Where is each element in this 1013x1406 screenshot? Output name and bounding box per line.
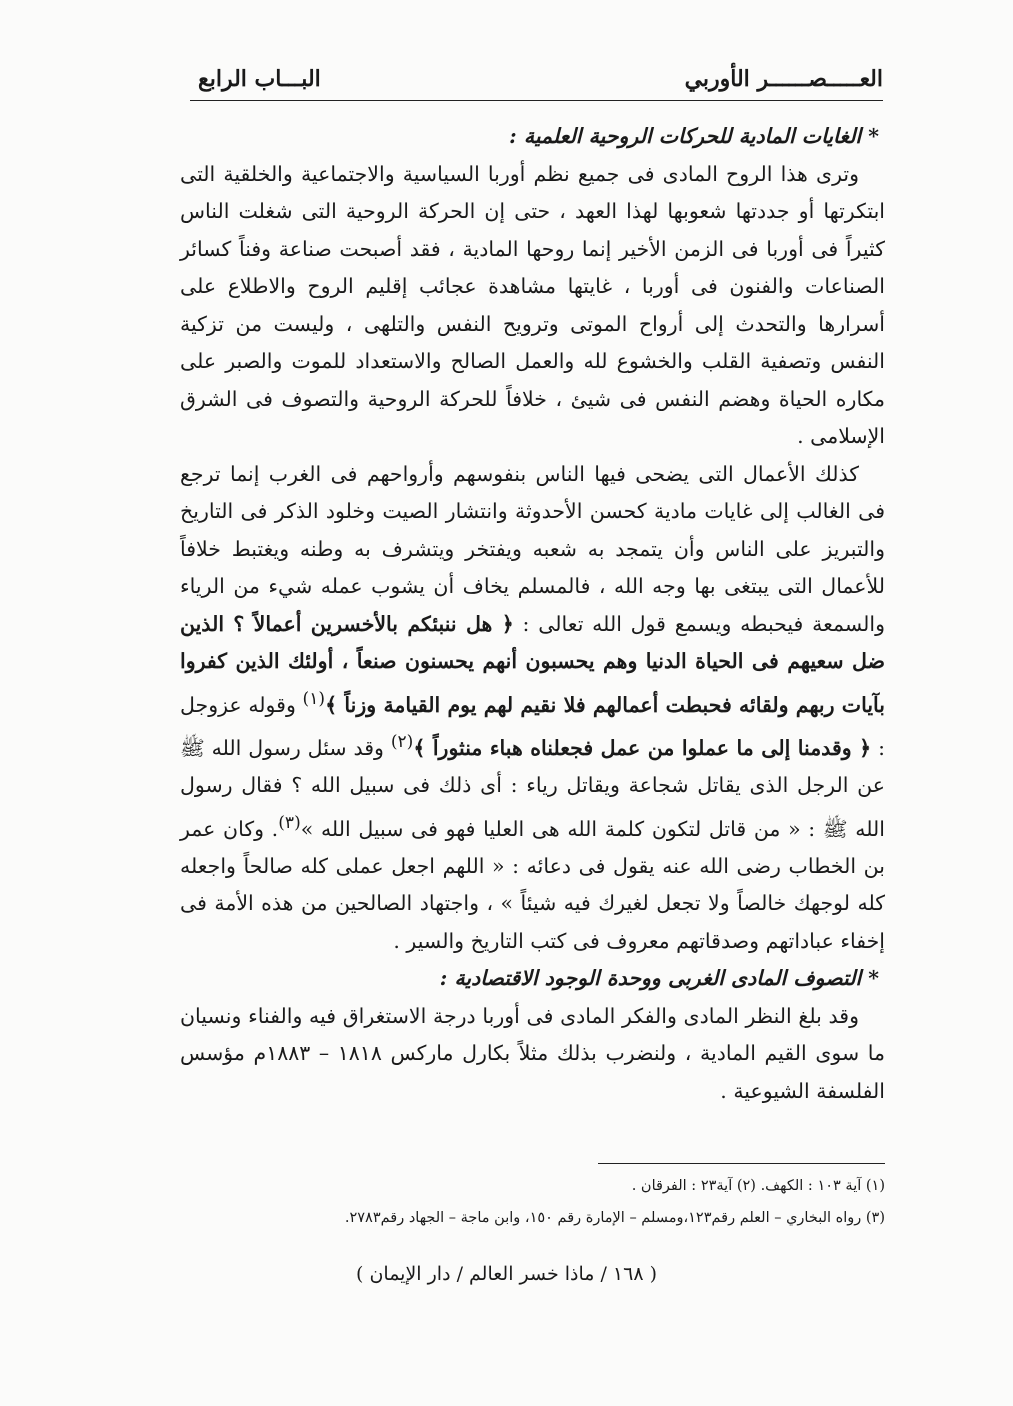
footnote-divider — [598, 1163, 885, 1164]
footnotes — [180, 1170, 885, 1234]
footnote-ref-1: (١) — [302, 688, 326, 709]
page-footer: ( ١٦٨ / ماذا خسر العالم / دار الإيمان ) — [356, 1263, 657, 1285]
paragraph-2-text-a: كذلك الأعمال التى يضحى فيها الناس بنفوسهم وأرواحهم فى الغرب إنما ترجع فى الغالب إلى غايات مادية كحسن الأحدوثة وانتشار الصيت وخلود الذكر فى التاريخ والتبريز على الناس وأن يتمجد به شعبه ويفتخر ويتشرف به وطنه ويغتبط خلافاً للأعمال التى يبتغى بها وجه الله ، فالمسلم يخاف أن يشوب عمله شيء من الرياء والسمعة فيحبطه ويسمع قول الله تعالى : — [180, 461, 885, 636]
quran-verse-1: ﴿ هل ننبئكم بالأخسرين أعمالاً ؟ الذين ضل سعيهم فى الحياة الدنيا وهم يحسبون أنهم يحسنون صنعاً ، أولئك الذين كفروا بآيات ربهم ولقائه فحبطت أعمالهم فلا نقيم لهم يوم القيامة وزناً ﴾ — [180, 611, 885, 717]
footnote-line-2: (٣) رواه البخاري – العلم رقم١٢٣،ومسلم – الإمارة رقم ١٥٠، وابن ماجة – الجهاد رقم٢٧٨٣. — [344, 1210, 885, 1226]
paragraph-2-text-c: وقد سئل رسول الله ﷺ عن الرجل الذى يقاتل شجاعة ويقاتل رياء : أى ذلك فى سبيل الله ؟ فقال رسول الله ﷺ : « من قاتل لتكون كلمة الله هى العليا فهو فى سبيل الله » — [180, 735, 885, 841]
paragraph-2 — [180, 456, 885, 961]
paragraph-2-text-b: وقوله عزوجل : — [180, 692, 885, 760]
main-text — [180, 118, 885, 1110]
paragraph-3: وقد بلغ النظر المادى والفكر المادى فى أوربا درجة الاستغراق فيه والفناء ونسيان ما سوى القيم المادية ، ولنضرب بذلك مثلاً بكارل ماركس ١٨١٨ – ١٨٨٣م مؤسس الفلسفة الشيوعية . — [180, 1003, 885, 1103]
paragraph-1: وترى هذا الروح المادى فى جميع نظم أوربا السياسية والاجتماعية والخلقية التى ابتكرتها أو جددتها شعوبها لهذا العهد ، حتى إن الحركة الروحية التى شغلت الناس كثيراً فى أوربا فى الزمن الأخير إنما روحها المادية ، فقد أصبحت صناعة وفناً كسائر الصناعات والفنون فى أوربا ، غايتها مشاهدة عجائب إقليم الروح والاطلاع على أسرارها والتحدث إلى أرواح الموتى وترويح النفس والتلهى ، وليست من تزكية النفس وتصفية القلب والخشوع لله والعمل الصالح والاستعداد للموت والصبر على مكاره الحياة وهضم النفس فى شيئ ، خلافاً للحركة الروحية والتصوف فى الشرق الإسلامى . — [180, 161, 885, 448]
part-title: العـــــصــــــر الأوربي — [684, 66, 883, 92]
footnote-line-1: (١) آية ١٠٣ : الكهف. (٢) آية٢٣ : الفرقان . — [631, 1178, 885, 1194]
running-header — [190, 62, 883, 101]
paragraph-2-text-d: . وكان عمر بن الخطاب رضى الله عنه يقول فى دعائه : « اللهم اجعل عملى كله صالحاً واجعله كله لوجهك خالصاً ولا تجعل لغيرك فيه شيئاً » ، واجتهاد الصالحين من هذه الأمة فى إخفاء عباداتهم وصدقاتهم معروف فى كتب التاريخ والسير . — [180, 816, 885, 953]
footnote-ref-3: (٣) — [278, 812, 301, 833]
section-heading-1: * الغايات المادية للحركات الروحية العلمية : — [509, 124, 879, 148]
chapter-title: البـــاب الرابع — [198, 66, 321, 92]
section-heading-2: * التصوف المادى الغربى ووحدة الوجود الاقتصادية : — [439, 966, 879, 991]
quran-verse-2: ﴿ وقدمنا إلى ما عملوا من عمل فجعلناه هباء منثوراً ﴾ — [413, 735, 872, 760]
footnote-ref-2: (٢) — [390, 731, 414, 752]
